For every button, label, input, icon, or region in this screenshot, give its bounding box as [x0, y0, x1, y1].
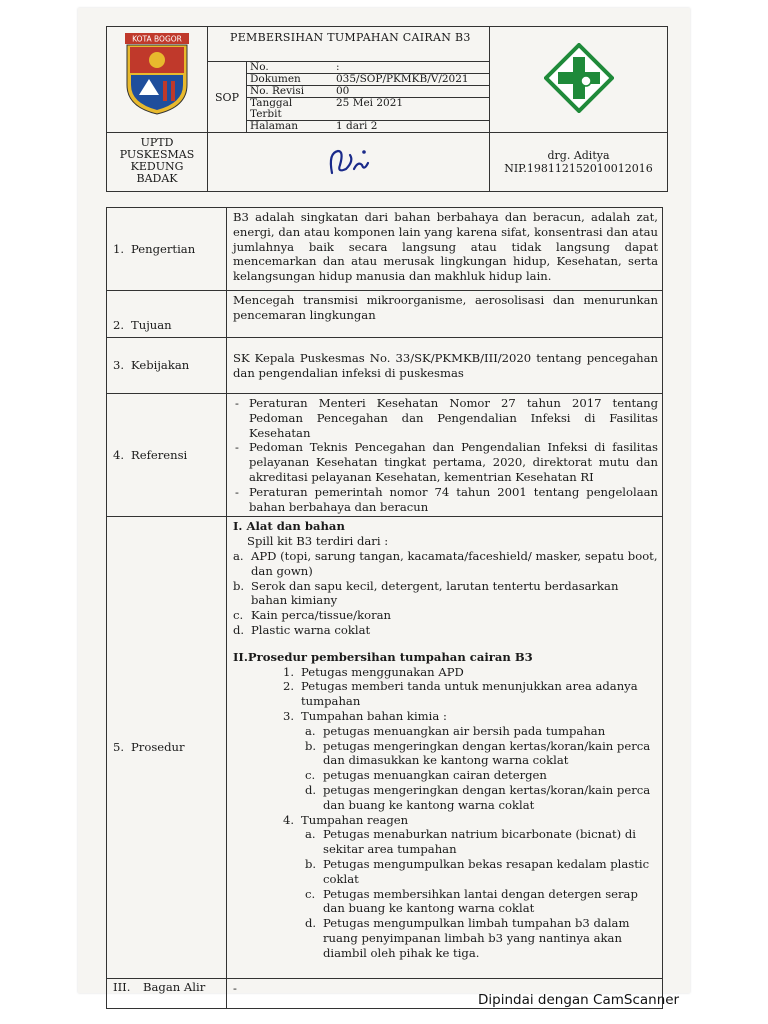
kebijakan-text: SK Kepala Puskesmas No. 33/SK/PKMKB/III/2020 tentang pencegahan dan pengendalian infeksi di puskesmas — [227, 338, 663, 394]
section-title: Tujuan — [131, 318, 172, 333]
list-marker: d. — [233, 622, 245, 637]
intro-text: Spill kit B3 terdiri dari : — [247, 534, 389, 549]
document-meta — [247, 62, 490, 133]
list-marker: b. — [233, 578, 245, 593]
section-row — [107, 338, 663, 394]
kota-bogor-logo-icon — [125, 33, 189, 115]
section-row — [107, 208, 663, 291]
meta-value: : — [333, 62, 489, 74]
list-item — [233, 623, 658, 638]
section-title: Referensi — [131, 447, 188, 462]
list-item — [305, 887, 658, 917]
section-number: 3. — [113, 358, 125, 373]
signature-cell — [208, 133, 490, 192]
meta-label: No. — [247, 62, 333, 74]
list-text: Petugas menggunakan APD — [301, 664, 464, 679]
section-title: Kebijakan — [131, 358, 190, 373]
document-title: PEMBERSIHAN TUMPAHAN CAIRAN B3 — [208, 27, 490, 62]
meta-value: 00 — [333, 86, 489, 98]
pengertian-text: B3 adalah singkatan dari bahan berbahaya dan beracun, adalah zat, energi, dan atau komponen lain yang karena sifat, konsentrasi dan atau jumlahnya baik secara langsung atau tidak langsung dapat mencemarkan dan atau merusak lingkungan hidup, Kesehatan, serta kelangsungan hidup manusia dan makhluk hidup lain. — [227, 208, 663, 291]
section-label — [107, 517, 227, 979]
list-marker: a. — [305, 723, 316, 738]
section-label — [107, 979, 227, 1009]
list-text: Tumpahan bahan kimia : — [301, 708, 447, 723]
list-marker: 2. — [283, 679, 295, 694]
list-item — [233, 549, 658, 579]
list-item — [283, 679, 658, 709]
list-item — [233, 608, 658, 623]
meta-value: 1 dari 2 — [336, 120, 378, 132]
list-marker: 1. — [283, 664, 295, 679]
referensi-content — [227, 394, 663, 517]
list-text: Kain perca/tissue/koran — [251, 608, 391, 623]
section-title: Prosedur — [131, 740, 185, 755]
list-text: petugas menuangkan air bersih pada tumpahan — [323, 723, 606, 738]
signer-name: drg. Aditya — [547, 149, 610, 162]
list-item — [305, 857, 658, 887]
referensi-list — [233, 396, 658, 514]
section-row — [107, 291, 663, 338]
list-item — [283, 813, 658, 961]
list-marker: a. — [305, 827, 316, 842]
scanner-watermark: Dipindai dengan CamScanner — [478, 992, 680, 1008]
list-text: Petugas memberi tanda untuk menunjukkan area adanya tumpahan — [301, 679, 638, 709]
list-marker: d. — [305, 916, 317, 931]
list-text: petugas menuangkan cairan detergen — [323, 768, 547, 783]
steps-list — [283, 665, 658, 961]
list-text: Plastic warna coklat — [251, 622, 371, 637]
section-number: III. — [113, 980, 131, 995]
meta-value: 035/SOP/PKMKB/V/2021 — [333, 74, 489, 86]
section-label — [107, 338, 227, 394]
list-text: Petugas menaburkan natrium bicarbonate (bicnat) di sekitar area tumpahan — [323, 827, 637, 857]
meta-label: Tanggal — [250, 97, 293, 109]
section-title: Bagan Alir — [143, 980, 206, 995]
meta-label: No. Revisi — [247, 86, 333, 98]
section-number: 2. — [113, 318, 125, 333]
section-number: 5. — [113, 740, 125, 755]
list-marker: c. — [233, 608, 244, 623]
meta-label: Terbit — [247, 109, 333, 121]
sop-content-table — [106, 207, 663, 1009]
sub-list — [305, 827, 658, 960]
section-label — [107, 291, 227, 338]
logo-cell — [107, 27, 208, 133]
meta-label: Halaman — [250, 120, 299, 132]
section-label — [107, 208, 227, 291]
list-marker: b. — [305, 856, 317, 871]
puskesmas-icon-cell — [490, 27, 668, 133]
list-text: Petugas mengumpulkan bekas resapan kedalam plastic coklat — [323, 856, 650, 886]
list-item — [305, 916, 658, 960]
logo-label: KOTA BOGOR — [132, 34, 182, 44]
list-marker: 3. — [283, 708, 295, 723]
list-text: APD (topi, sarung tangan, kacamata/faceshield/ masker, sepatu boot, dan gown) — [251, 548, 658, 578]
unit-line: KEDUNG — [130, 160, 184, 173]
signer-nip: NIP.198112152010012016 — [504, 162, 653, 175]
list-item — [305, 827, 658, 857]
list-marker: d. — [305, 782, 317, 797]
section-number: 1. — [113, 241, 125, 256]
meta-value — [333, 109, 489, 121]
list-text: Tumpahan reagen — [301, 812, 409, 827]
list-item — [233, 579, 658, 609]
sop-label: SOP — [208, 62, 247, 133]
tujuan-text: Mencegah transmisi mikroorganisme, aerosolisasi dan menurunkan pencemaran lingkungan — [227, 291, 663, 338]
signer-info — [490, 133, 668, 192]
list-text: petugas mengeringkan dengan kertas/koran/kain perca dan buang ke kantong warna coklat — [323, 782, 651, 812]
puskesmas-logo-icon — [544, 43, 614, 113]
list-item — [305, 768, 658, 783]
list-marker: c. — [305, 886, 316, 901]
list-item — [283, 665, 658, 680]
list-item: - Peraturan pemerintah nomor 74 tahun 2001 tentang pengelolaan bahan berbahaya dan beracun — [233, 485, 658, 515]
alat-list — [233, 549, 658, 638]
section-label — [107, 394, 227, 517]
bagan-text: - — [227, 979, 663, 1009]
list-item: - Peraturan Menteri Kesehatan Nomor 27 tahun 2017 tentang Pedoman Pencegahan dan Pengendalian Infeksi di Fasilitas Kesehatan — [233, 396, 658, 440]
list-marker: 4. — [283, 812, 295, 827]
list-item — [305, 783, 658, 813]
subsection-heading: II.Prosedur pembersihan tumpahan cairan B3 — [233, 649, 533, 664]
list-text: Petugas membersihkan lantai dengan detergen serap dan buang ke kantong warna coklat — [323, 886, 638, 916]
unit-line: UPTD — [140, 136, 174, 149]
list-marker: c. — [305, 768, 316, 783]
sub-list — [305, 724, 658, 813]
list-marker: b. — [305, 738, 317, 753]
list-item: - Pedoman Teknis Pencegahan dan Pengendalian Infeksi di fasilitas pelayanan Kesehatan tingkat pertama, 2020, direktorat mutu dan akreditasi pelayanan Kesehatan, kementrian Kesehatan RI — [233, 440, 658, 484]
list-text: Petugas mengumpulkan limbah tumpahan b3 dalam ruang penyimpanan limbah b3 yang nantinya akan diambil oleh pihak ke tiga. — [323, 916, 630, 960]
list-text: Serok dan sapu kecil, detergent, larutan tentertu berdasarkan bahan kimiany — [251, 578, 619, 608]
meta-value: 25 Mei 2021 — [336, 97, 404, 109]
section-row — [107, 394, 663, 517]
meta-label: Dokumen — [247, 74, 333, 86]
unit-line: PUSKESMAS — [119, 148, 195, 161]
section-number: 4. — [113, 447, 125, 462]
unit-line: BADAK — [136, 172, 178, 185]
sop-header — [106, 26, 668, 192]
list-marker: a. — [233, 548, 244, 563]
list-item — [283, 709, 658, 813]
section-row — [107, 517, 663, 979]
unit-name — [107, 133, 208, 192]
subsection-heading: I. Alat dan bahan — [233, 519, 345, 534]
prosedur-content — [227, 517, 663, 979]
list-item — [305, 724, 658, 739]
list-text: petugas mengeringkan dengan kertas/koran/kain perca dan dimasukkan ke kantong warna coklat — [323, 738, 651, 768]
list-item — [305, 739, 658, 769]
section-title: Pengertian — [131, 241, 196, 256]
signature-icon — [324, 143, 374, 179]
